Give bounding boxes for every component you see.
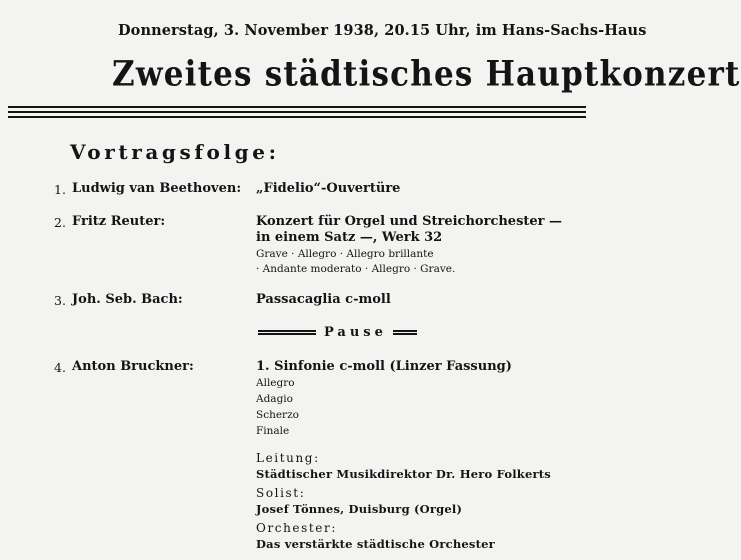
item-4-movement: Finale [256, 425, 290, 437]
item-1-number: 1. [54, 182, 66, 197]
pause-rule-left [258, 330, 316, 335]
solist-value: Josef Tönnes, Duisburg (Orgel) [256, 502, 463, 516]
item-4-number: 4. [54, 360, 66, 375]
pause-rule-right [393, 330, 417, 335]
leitung-value: Städtischer Musikdirektor Dr. Hero Folkerts [256, 467, 551, 481]
item-2-work-line1: Konzert für Orgel und Streichorchester — [256, 214, 563, 229]
concert-date-line: Donnerstag, 3. November 1938, 20.15 Uhr, im Hans-Sachs-Haus [118, 22, 647, 39]
leitung-label: Leitung: [256, 451, 320, 465]
item-2-composer: Fritz Reuter: [72, 214, 166, 229]
concert-title: Zweites städtisches Hauptkonzert [112, 54, 741, 95]
item-1-composer: Ludwig van Beethoven: [72, 181, 242, 196]
program-heading: Vortragsfolge: [70, 140, 280, 164]
solist-label: Solist: [256, 486, 306, 500]
item-3-composer: Joh. Seb. Bach: [72, 292, 183, 307]
item-2-number: 2. [54, 215, 66, 230]
item-4-movement: Adagio [256, 393, 293, 405]
orchester-label: Orchester: [256, 521, 337, 535]
item-3-number: 3. [54, 293, 66, 308]
item-4-movement: Allegro [256, 377, 295, 389]
item-4-movement: Scherzo [256, 409, 299, 421]
item-1-work: „Fidelio“-Ouvertüre [256, 181, 401, 196]
item-4-work: 1. Sinfonie c-moll (Linzer Fassung) [256, 359, 512, 374]
divider-rule-bottom [8, 116, 586, 118]
divider-rule-middle [8, 111, 586, 113]
item-2-movements-line1: Grave · Allegro · Allegro brillante [256, 248, 434, 260]
item-4-composer: Anton Bruckner: [72, 359, 194, 374]
pause-divider [258, 325, 417, 340]
item-3-work: Passacaglia c-moll [256, 292, 391, 307]
orchester-value: Das verstärkte städtische Orchester [256, 537, 495, 551]
pause-label: Pause [324, 325, 387, 340]
item-2-work-line2: in einem Satz —, Werk 32 [256, 230, 443, 245]
item-2-movements-line2: · Andante moderato · Allegro · Grave. [256, 263, 456, 275]
divider-rule-top [8, 106, 586, 108]
